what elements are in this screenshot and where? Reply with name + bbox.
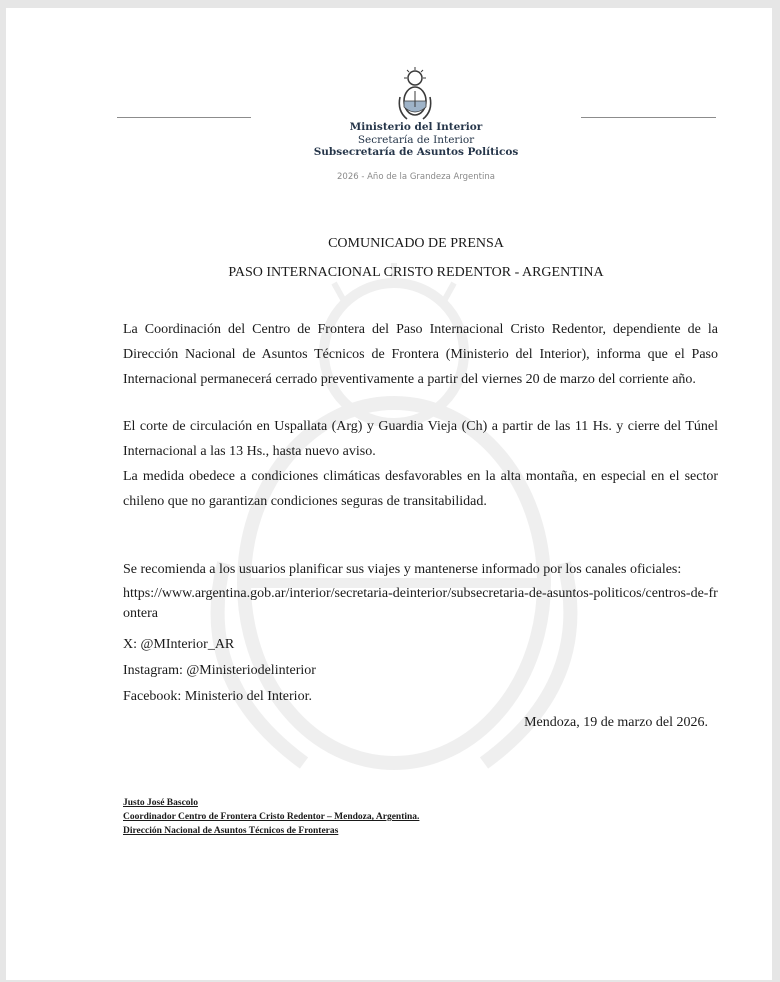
national-coat-of-arms-icon xyxy=(395,65,435,125)
instagram-handle: Instagram: @Ministeriodelinterior xyxy=(123,663,316,678)
document-page xyxy=(6,8,772,980)
document-subtitle: PASO INTERNACIONAL CRISTO REDENTOR - ARGENTINA xyxy=(228,265,604,280)
ministry-name: Ministerio del Interior xyxy=(349,121,483,133)
place-and-date: Mendoza, 19 de marzo del 2026. xyxy=(524,715,708,730)
document-title: COMUNICADO DE PRENSA xyxy=(328,236,504,251)
year-motto: 2026 - Año de la Grandeza Argentina xyxy=(337,172,495,182)
paragraph-traffic-cut: El corte de circulación en Uspallata (Arg) y Guardia Vieja (Ch) a partir de las 11 Hs. y cierre del Túnel Internacional a las 13 Hs., hasta nuevo aviso. xyxy=(123,419,718,459)
signatory-name: Justo José Bascolo xyxy=(123,798,198,808)
header-rule-right xyxy=(581,117,716,118)
official-url: https://www.argentina.gob.ar/interior/secretaria-deinterior/subsecretaria-de-asuntos-politicos/centros-de-frontera xyxy=(123,586,718,621)
facebook-handle: Facebook: Ministerio del Interior. xyxy=(123,689,312,704)
secretariat-name: Secretaría de Interior xyxy=(357,134,475,146)
signatory-role: Coordinador Centro de Frontera Cristo Redentor – Mendoza, Argentina. xyxy=(123,812,420,822)
header-rule-left xyxy=(117,117,251,118)
subsecretariat-name: Subsecretaría de Asuntos Políticos xyxy=(313,146,519,158)
x-handle: X: @MInterior_AR xyxy=(123,637,235,652)
signatory-office: Dirección Nacional de Asuntos Técnicos de Fronteras xyxy=(123,826,339,836)
paragraph-closure-notice: La Coordinación del Centro de Frontera del Paso Internacional Cristo Redentor, dependiente de la Dirección Nacional de Asuntos Técnicos de Frontera (Ministerio del Interior), informa que el Paso Internacional permanecerá cerrado preventivamente a partir del viernes 20 de marzo del corriente año. xyxy=(123,322,718,387)
paragraph-reason: La medida obedece a condiciones climáticas desfavorables en la alta montaña, en especial en el sector chileno que no garantizan condiciones seguras de transitabilidad. xyxy=(123,469,718,509)
paragraph-recommendation: Se recomienda a los usuarios planificar sus viajes y mantenerse informado por los canales oficiales: xyxy=(123,562,682,577)
